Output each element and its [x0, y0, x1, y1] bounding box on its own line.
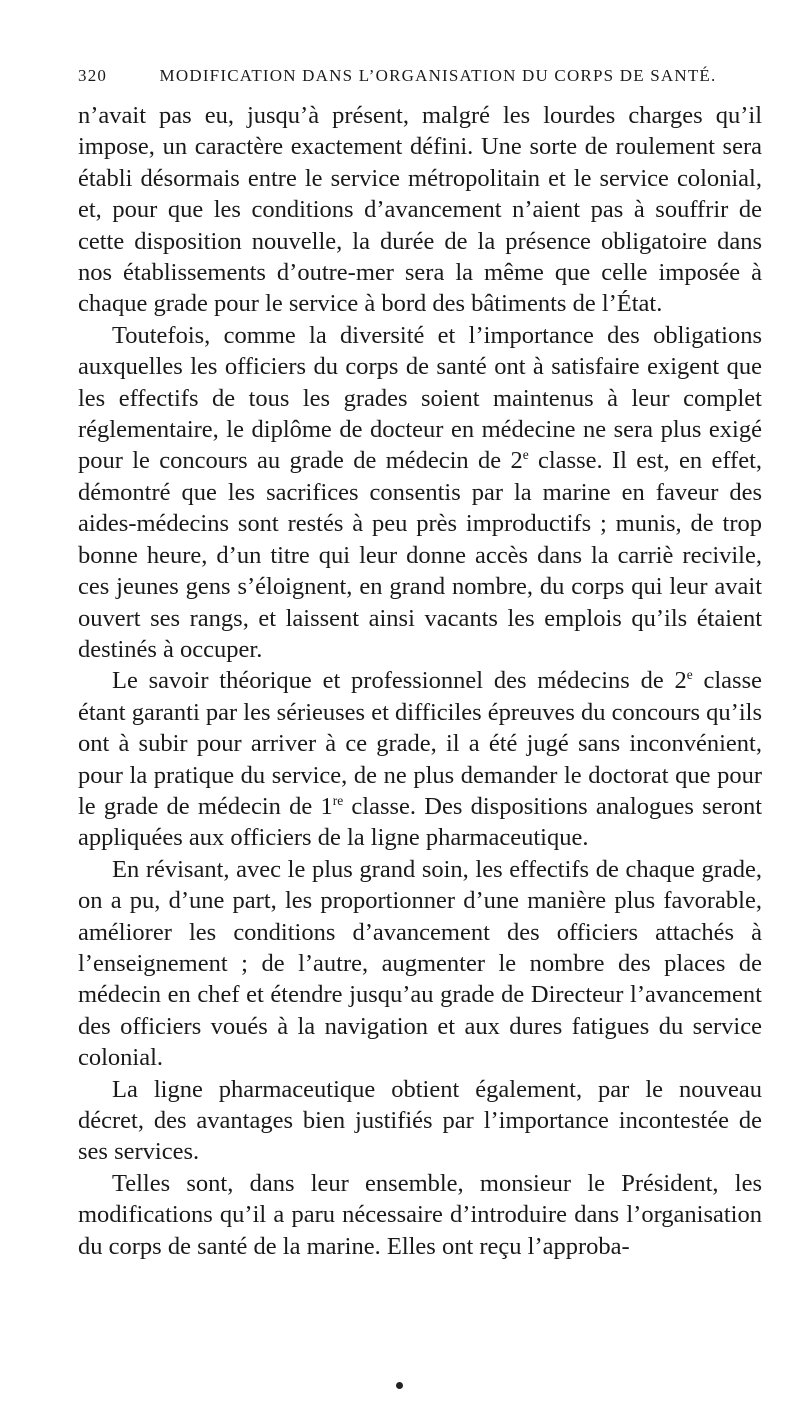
paragraph-text: classe étant garanti par les sérieuses et difficiles épreuves du concours qu’ils ont à subir pour arriver à ce grade, il a été jugé sans inconvénient, pour la pratique du service, de ne plus demander le doctorat que pour le grade de médecin de 1	[78, 667, 763, 820]
paragraph-text: Telles sont, dans leur ensemble, monsieur le Président, les modifications qu’il a paru nécessaire d’introduire dans l’organisation du corps de santé de la marine. Elles ont reçu l’approba-	[78, 1169, 762, 1260]
ordinal-superscript: e	[522, 447, 529, 463]
paragraph-toutefois	[78, 320, 762, 665]
paragraph-pharmaceutique	[78, 1074, 762, 1168]
running-head	[78, 66, 762, 86]
ordinal-superscript: re	[332, 792, 344, 808]
ordinal-superscript: e	[686, 667, 693, 683]
page-bullet-mark	[396, 1382, 403, 1389]
paragraph-text: Le savoir théorique et professionnel des médecins de 2	[112, 667, 687, 695]
paragraph-conclusion	[78, 1168, 762, 1262]
body-text	[78, 100, 762, 1262]
paragraph-text: classe. Des dispositions analogues seront appliquées aux officiers de la ligne pharmaceutique.	[78, 792, 762, 852]
paragraph-revisant	[78, 854, 762, 1074]
paragraph-text: En révisant, avec le plus grand soin, les effectifs de chaque grade, on a pu, d’une part, les proportionner d’une manière plus favorable, améliorer les conditions d’avancement des officiers attachés à l’enseignement ; de l’autre, augmenter le nombre des places de médecin en chef et étendre jusqu’au grade de Directeur l’avancement des officiers voués à la navigation et aux dures fatigues du service colonial.	[78, 855, 762, 1072]
paragraph-continuation	[78, 100, 762, 320]
running-title: MODIFICATION DANS L’ORGANISATION DU CORPS DE SANTÉ.	[159, 66, 717, 85]
paragraph-text: Toutefois, comme la diversité et l’importance des obligations auxquelles les officiers du corps de santé ont à satisfaire exigent que les effectifs de tous les grades soient maintenus à leur complet réglementaire, le diplôme de docteur en médecine ne sera plus exigé pour le concours au grade de médecin de 2	[78, 321, 762, 475]
paragraph-text: n’avait pas eu, jusqu’à présent, malgré les lourdes charges qu’il impose, un caractère exactement défini. Une sorte de roulement sera établi désormais entre le service métropolitain et le service colonial, et, pour que les conditions d’avancement n’aient pas à souffrir de cette disposition nouvelle, la durée de la présence obligatoire dans nos établissements d’outre-mer sera la même que celle imposée à chaque grade pour le service à bord des bâtiments de l’État.	[78, 102, 762, 318]
paragraph-text: classe. Il est, en effet, démontré que les sacrifices consentis par la marine en faveur des aides-médecins sont restés à peu près improductifs ; munis, de trop bonne heure, d’un titre qui leur donne accès dans la carriè recivile, ces jeunes gens s’éloignent, en grand nombre, du corps qui leur avait ouvert ses rangs, et laissent ainsi vacants les emplois qu’ils étaient destinés à occuper.	[78, 447, 762, 663]
paragraph-text: La ligne pharmaceutique obtient également, par le nouveau décret, des avantages bien justifiés par l’importance incontestée de ses services.	[78, 1075, 762, 1166]
page-number: 320	[78, 66, 108, 85]
paragraph-savoir	[78, 665, 762, 853]
